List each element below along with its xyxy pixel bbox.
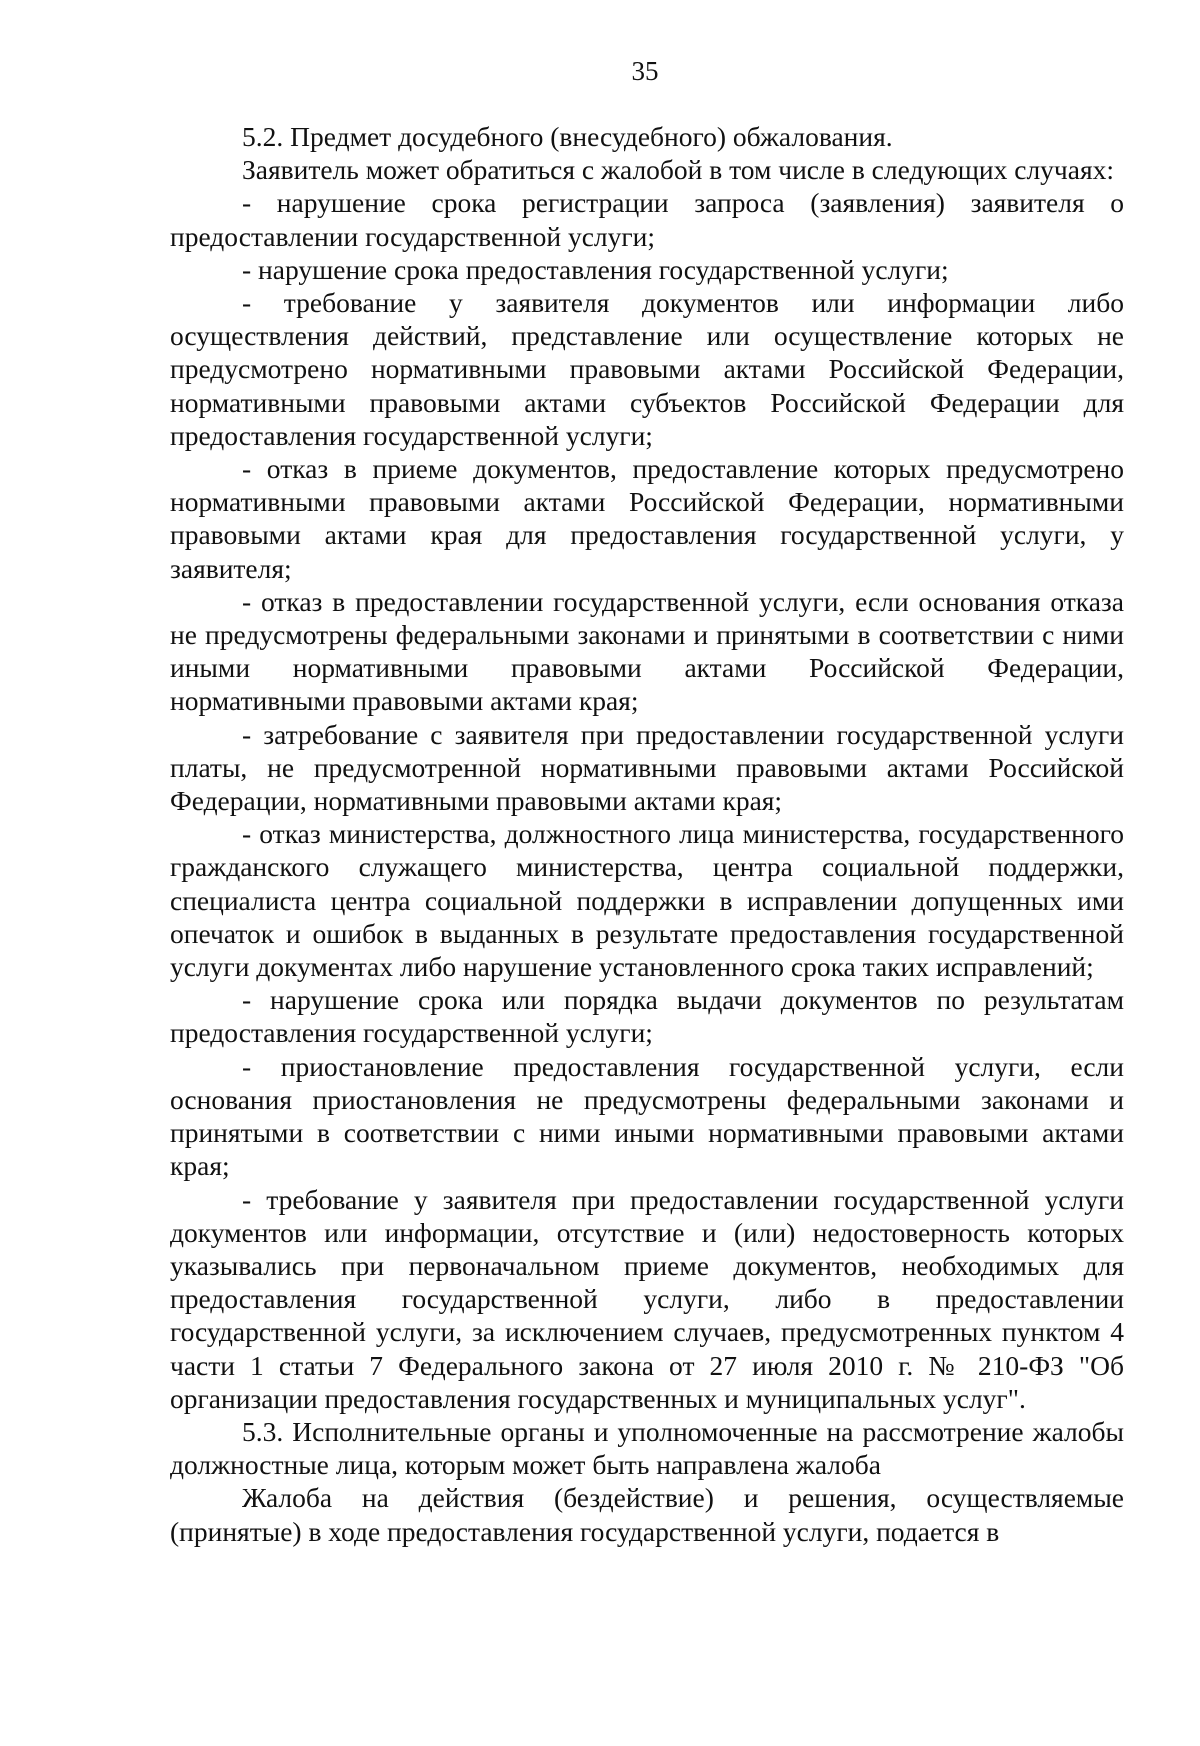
- list-item: - нарушение срока предоставления государственной услуги;: [242, 253, 949, 285]
- list-item: - нарушение срока регистрации запроса (заявления) заявителя о предоставлении государственной услуги;: [170, 187, 1124, 252]
- list-item: - приостановление предоставления государственной услуги, если основания приостановления не предусмотрены федеральными законами и принятыми в соответствии с ними иными нормативными правовыми актами края;: [170, 1050, 1124, 1182]
- paragraph-complaint: Жалоба на действия (бездействие) и решения, осуществляемые (принятые) в ходе предоставления государственной услуги, подается в: [170, 1482, 1124, 1547]
- list-item: - отказ министерства, должностного лица министерства, государственного гражданского служащего министерства, центра социальной поддержки, специалиста центра социальной поддержки в исправлении допущенных ими опечаток и ошибок в выданных в результате предоставления государственной услуги документах либо нарушение установленного срока таких исправлений;: [170, 818, 1124, 983]
- document-body: [170, 120, 1124, 1548]
- paragraph-intro: Заявитель может обратиться с жалобой в том числе в следующих случаях:: [242, 154, 1115, 186]
- list-item: - отказ в предоставлении государственной услуги, если основания отказа не предусмотрены федеральными законами и принятыми в соответствии с ними иными нормативными правовыми актами Российской Федерации, нормативными правовыми актами края;: [170, 585, 1124, 717]
- section-heading-5-3: 5.3. Исполнительные органы и уполномоченные на рассмотрение жалобы должностные лица, которым может быть направлена жалоба: [170, 1415, 1124, 1481]
- list-item: - требование у заявителя документов или информации либо осуществления действий, представление или осуществление которых не предусмотрено нормативными правовыми актами Российской Федерации, нормативными правовыми актами субъектов Российской Федерации для предоставления государственной услуги;: [170, 287, 1124, 451]
- list-item: - затребование с заявителя при предоставлении государственной услуги платы, не предусмотренной нормативными правовыми актами Российской Федерации, нормативными правовыми актами края;: [170, 718, 1124, 817]
- list-item: - требование у заявителя при предоставлении государственной услуги документов или информации, отсутствие и (или) недостоверность которых указывались при первоначальном приеме документов, необходимых для предоставления государственной услуги, либо в предоставлении государственной услуги, за исключением случаев, предусмотренных пунктом 4 части 1 статьи 7 Федерального закона от 27 июля 2010 г. № 210-ФЗ "Об организации предоставления государственных и муниципальных услуг".: [170, 1183, 1124, 1414]
- page-number: 35: [631, 56, 659, 86]
- list-item: - нарушение срока или порядка выдачи документов по результатам предоставления государственной услуги;: [170, 984, 1124, 1049]
- section-heading-5-2: 5.2. Предмет досудебного (внесудебного) обжалования.: [242, 121, 893, 152]
- list-item: - отказ в приеме документов, предоставление которых предусмотрено нормативными правовыми актами Российской Федерации, нормативными правовыми актами края для предоставления государственной услуги, у заявителя;: [170, 453, 1124, 584]
